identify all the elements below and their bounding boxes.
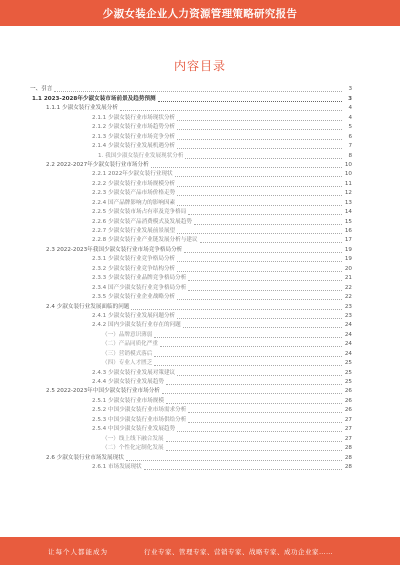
toc-entry[interactable] (30, 444, 352, 453)
toc-leader-dots (188, 422, 342, 423)
toc-leader-dots (154, 365, 342, 366)
toc-entry-label: 2.2.8 少淑女装行业产业链发展分析与建议 (92, 237, 198, 244)
toc-entry[interactable] (30, 208, 352, 217)
toc-entry[interactable] (30, 368, 352, 377)
toc-leader-dots (166, 450, 342, 451)
toc-entry-label: 1.1 2023-2028年少淑女装市场前景及趋势预测 (32, 95, 156, 102)
toc-entry[interactable] (30, 359, 352, 368)
toc-entry[interactable] (30, 312, 352, 321)
footer-slogan-right: 行业专家、管理专家、营销专家、战略专家、成功企业家…… (144, 547, 333, 556)
toc-entry-label: 2.5.1 少淑女装行业市场规模 (92, 397, 164, 404)
toc-leader-dots (144, 469, 342, 470)
toc-entry[interactable] (30, 415, 352, 424)
toc-entry-page: 23 (344, 312, 352, 319)
toc-entry-label: 2.4.2 国内少淑女装行业存在的问题 (92, 322, 181, 329)
toc-entry-page: 20 (344, 265, 352, 272)
toc-entry-page: 4 (348, 114, 352, 121)
toc-leader-dots (188, 412, 342, 413)
toc-entry-page: 26 (344, 407, 352, 414)
toc-entry-label: 2.4.1 少淑女装行业发展问题分析 (92, 312, 176, 319)
toc-entry[interactable] (30, 142, 352, 151)
toc-entry[interactable] (30, 161, 352, 170)
document-title: 少淑女装企业人力资源管理策略研究报告 (102, 7, 298, 20)
toc-entry-page: 27 (344, 435, 352, 442)
toc-leader-dots (188, 280, 342, 281)
toc-entry-label: 2.2.1 2022年少淑女装行业现状 (92, 171, 173, 178)
toc-leader-dots (131, 309, 342, 310)
toc-leader-dots (177, 375, 342, 376)
footer-slogan-left: 让每个人都能成为 (48, 547, 108, 556)
toc-entry-page: 3 (348, 86, 352, 93)
toc-leader-dots (166, 403, 342, 404)
toc-entry-page: 8 (348, 152, 352, 159)
toc-entry-label: （二）产品同质化严重 (102, 341, 158, 348)
toc-entry-page: 16 (344, 228, 352, 234)
toc-entry[interactable] (30, 179, 352, 188)
footer-bar (0, 537, 400, 565)
toc-entry-label: 2.5.3 中国少淑女装行业市场供给分析 (92, 416, 187, 423)
toc-entry-page: 22 (344, 284, 352, 291)
toc-entry-label: 2.1.1 少淑女装行业市场现状分析 (92, 114, 176, 121)
toc-entry-label: 2.2.2 少淑女装行业市场规模分析 (92, 180, 176, 187)
toc-entry[interactable] (30, 151, 352, 160)
toc-leader-dots (177, 139, 342, 140)
toc-leader-dots (177, 195, 342, 196)
toc-entry-page: 28 (344, 445, 352, 452)
toc-entry-page: 25 (344, 360, 352, 367)
toc-leader-dots (151, 167, 342, 168)
toc-entry[interactable] (30, 217, 352, 226)
toc-entry[interactable] (30, 283, 352, 292)
toc-entry[interactable] (30, 387, 352, 396)
toc-entry[interactable] (30, 255, 352, 264)
toc-entry-label: 2.5.4 中国少淑女装行业发展趋势 (92, 426, 176, 433)
toc-entry-label: 1. 我国少淑女装行业发展现状分析 (98, 152, 184, 159)
toc-entry[interactable] (30, 274, 352, 283)
toc-entry[interactable] (30, 104, 352, 113)
toc-entry[interactable] (30, 396, 352, 405)
toc-entry-page: 12 (344, 190, 352, 197)
toc-leader-dots (177, 120, 342, 121)
toc-leader-dots (160, 346, 342, 347)
toc-entry-label: 2.3.5 少淑女装行业企业战略分析 (92, 294, 176, 301)
toc-entry-page: 24 (344, 341, 352, 348)
toc-entry-label: （一）品牌意识薄弱 (102, 331, 153, 338)
toc-leader-dots (177, 318, 342, 319)
toc-leader-dots (158, 101, 342, 102)
toc-leader-dots (177, 233, 342, 234)
toc-entry[interactable] (30, 378, 352, 387)
toc-leader-dots (184, 252, 342, 253)
toc-entry[interactable] (30, 463, 352, 472)
toc-entry[interactable] (30, 236, 352, 245)
toc-entry[interactable] (30, 321, 352, 330)
toc-entry-label: 2.2.4 国产品牌影响力的影响因素 (92, 199, 176, 206)
toc-entry-label: 2.6 少淑女装行业市场发展现状 (46, 454, 124, 461)
toc-entry-label: 2.2.5 少淑女装市场占有率及竞争格局 (92, 209, 187, 216)
toc-leader-dots (183, 327, 342, 328)
toc-entry-page: 24 (344, 322, 352, 329)
toc-entry-label: 2.6.1 市场发展现状 (92, 463, 142, 470)
toc-entry-label: 一、引言 (30, 86, 53, 93)
toc-entry-page: 10 (344, 161, 352, 168)
toc-leader-dots (177, 271, 342, 272)
toc-entry-label: 2.3.2 少淑女装行业竞争结构分析 (92, 265, 176, 272)
toc-entry[interactable] (30, 302, 352, 311)
toc-entry[interactable] (30, 340, 352, 349)
toc-entry-label: 2.2.6 少淑女装产品消费模式及发展趋势 (92, 218, 192, 225)
toc-entry-page: 21 (344, 275, 352, 282)
toc-leader-dots (126, 460, 342, 461)
toc-entry-label: （一）线上线下融合发展 (102, 435, 164, 442)
toc-leader-dots (200, 242, 342, 243)
toc-entry-label: 2.3 2022-2023年我国少淑女装行业市场竞争格局分析 (46, 246, 183, 253)
toc-leader-dots (188, 290, 342, 291)
toc-entry-page: 4 (348, 105, 352, 112)
toc-entry-page: 24 (344, 350, 352, 357)
toc-leader-dots (162, 393, 342, 394)
toc-entry[interactable] (30, 227, 352, 236)
toc-entry-label: （四）专业人才匮乏 (102, 360, 153, 367)
toc-entry-page: 15 (344, 218, 352, 225)
toc-entry-page: 28 (344, 463, 352, 470)
toc-entry[interactable] (30, 189, 352, 198)
toc-leader-dots (177, 186, 342, 187)
toc-leader-dots (120, 110, 342, 111)
toc-heading: 内容目录 (173, 59, 226, 73)
toc-entry-page: 28 (344, 454, 352, 461)
toc-entry-page: 3 (348, 95, 352, 102)
toc-leader-dots (194, 224, 342, 225)
toc-entry-page: 26 (344, 388, 352, 395)
toc-entry[interactable] (30, 330, 352, 339)
toc-entry-label: 2.1.3 少淑女装行业市场竞争分析 (92, 133, 176, 140)
toc-entry-label: （二）个性化定制化发展 (102, 445, 164, 452)
toc-entry-page: 23 (344, 303, 352, 310)
toc-entry-page: 5 (348, 124, 352, 131)
toc-entry-label: 1.1.1 少淑女装行业发展分析 (46, 105, 118, 112)
toc-entry[interactable] (30, 425, 352, 434)
toc-entry-page: 13 (344, 199, 352, 206)
toc-entry-page: 19 (344, 246, 352, 253)
toc-leader-dots (185, 158, 342, 159)
toc-leader-dots (177, 299, 342, 300)
toc-entry-page: 24 (344, 331, 352, 338)
toc-entry-label: 2.4.3 少淑女装行业发展对策建议 (92, 369, 176, 376)
toc-entry[interactable] (30, 170, 352, 179)
toc-entry-page: 25 (344, 379, 352, 385)
toc-entry-page: 7 (348, 143, 352, 150)
toc-leader-dots (154, 337, 342, 338)
toc-entry-label: 2.1.4 少淑女装行业发展机遇分析 (92, 143, 176, 150)
table-of-contents (30, 85, 352, 472)
header-bar (0, 0, 400, 26)
toc-leader-dots (188, 214, 342, 215)
toc-entry-label: 2.1.2 少淑女装行业市场趋势分析 (92, 124, 176, 131)
toc-entry[interactable] (30, 123, 352, 132)
toc-leader-dots (54, 91, 342, 92)
toc-entry[interactable] (30, 245, 352, 254)
toc-entry-page: 27 (344, 416, 352, 423)
toc-leader-dots (177, 129, 342, 130)
toc-entry-label: 2.2.7 少淑女装行业发展前景展望 (92, 228, 176, 234)
toc-entry-page: 14 (344, 209, 352, 216)
toc-entry-label: 2.5 2022-2023年中国少淑女装行业市场分析 (46, 388, 160, 395)
toc-entry[interactable] (30, 349, 352, 358)
toc-entry-page: 17 (344, 237, 352, 244)
toc-entry[interactable] (30, 132, 352, 141)
toc-entry-label: （三）营销模式落后 (102, 350, 153, 357)
toc-entry[interactable] (30, 85, 352, 94)
toc-entry-page: 6 (348, 133, 352, 140)
toc-entry[interactable] (30, 264, 352, 273)
toc-leader-dots (154, 356, 342, 357)
toc-entry-page: 26 (344, 397, 352, 404)
toc-entry[interactable] (30, 434, 352, 443)
toc-entry-label: 2.3.1 少淑女装行业竞争格局分析 (92, 256, 176, 263)
toc-entry-label: 2.3.4 国产少淑女装行业竞争格局分析 (92, 284, 187, 291)
toc-entry-page: 19 (344, 256, 352, 263)
toc-entry-label: 2.4 少淑女装行业发展面临的问题 (46, 303, 130, 310)
toc-entry-label: 2.2 2022-2027年少淑女装行业市场分析 (46, 161, 149, 168)
toc-leader-dots (177, 261, 342, 262)
toc-entry[interactable] (30, 293, 352, 302)
toc-entry-label: 2.3.3 少淑女装行业品牌竞争格局分析 (92, 275, 187, 282)
toc-leader-dots (177, 431, 342, 432)
toc-entry-page: 25 (344, 369, 352, 376)
toc-entry-page: 11 (344, 180, 352, 187)
toc-leader-dots (175, 176, 342, 177)
toc-entry[interactable] (30, 113, 352, 122)
toc-entry-label: 2.5.2 中国少淑女装行业市场需求分析 (92, 407, 187, 414)
toc-leader-dots (177, 148, 342, 149)
toc-entry[interactable] (30, 406, 352, 415)
toc-entry-page: 22 (344, 294, 352, 301)
toc-entry-page: 27 (344, 426, 352, 433)
toc-entry[interactable] (30, 94, 352, 103)
toc-entry[interactable] (30, 198, 352, 207)
toc-entry-label: 2.2.3 少淑女装产品市场价格走势 (92, 190, 176, 197)
toc-entry[interactable] (30, 453, 352, 462)
toc-leader-dots (177, 205, 342, 206)
toc-leader-dots (166, 384, 342, 385)
toc-entry-label: 2.4.4 少淑女装行业发展趋势 (92, 379, 164, 385)
toc-leader-dots (166, 441, 342, 442)
toc-entry-page: 10 (344, 171, 352, 178)
